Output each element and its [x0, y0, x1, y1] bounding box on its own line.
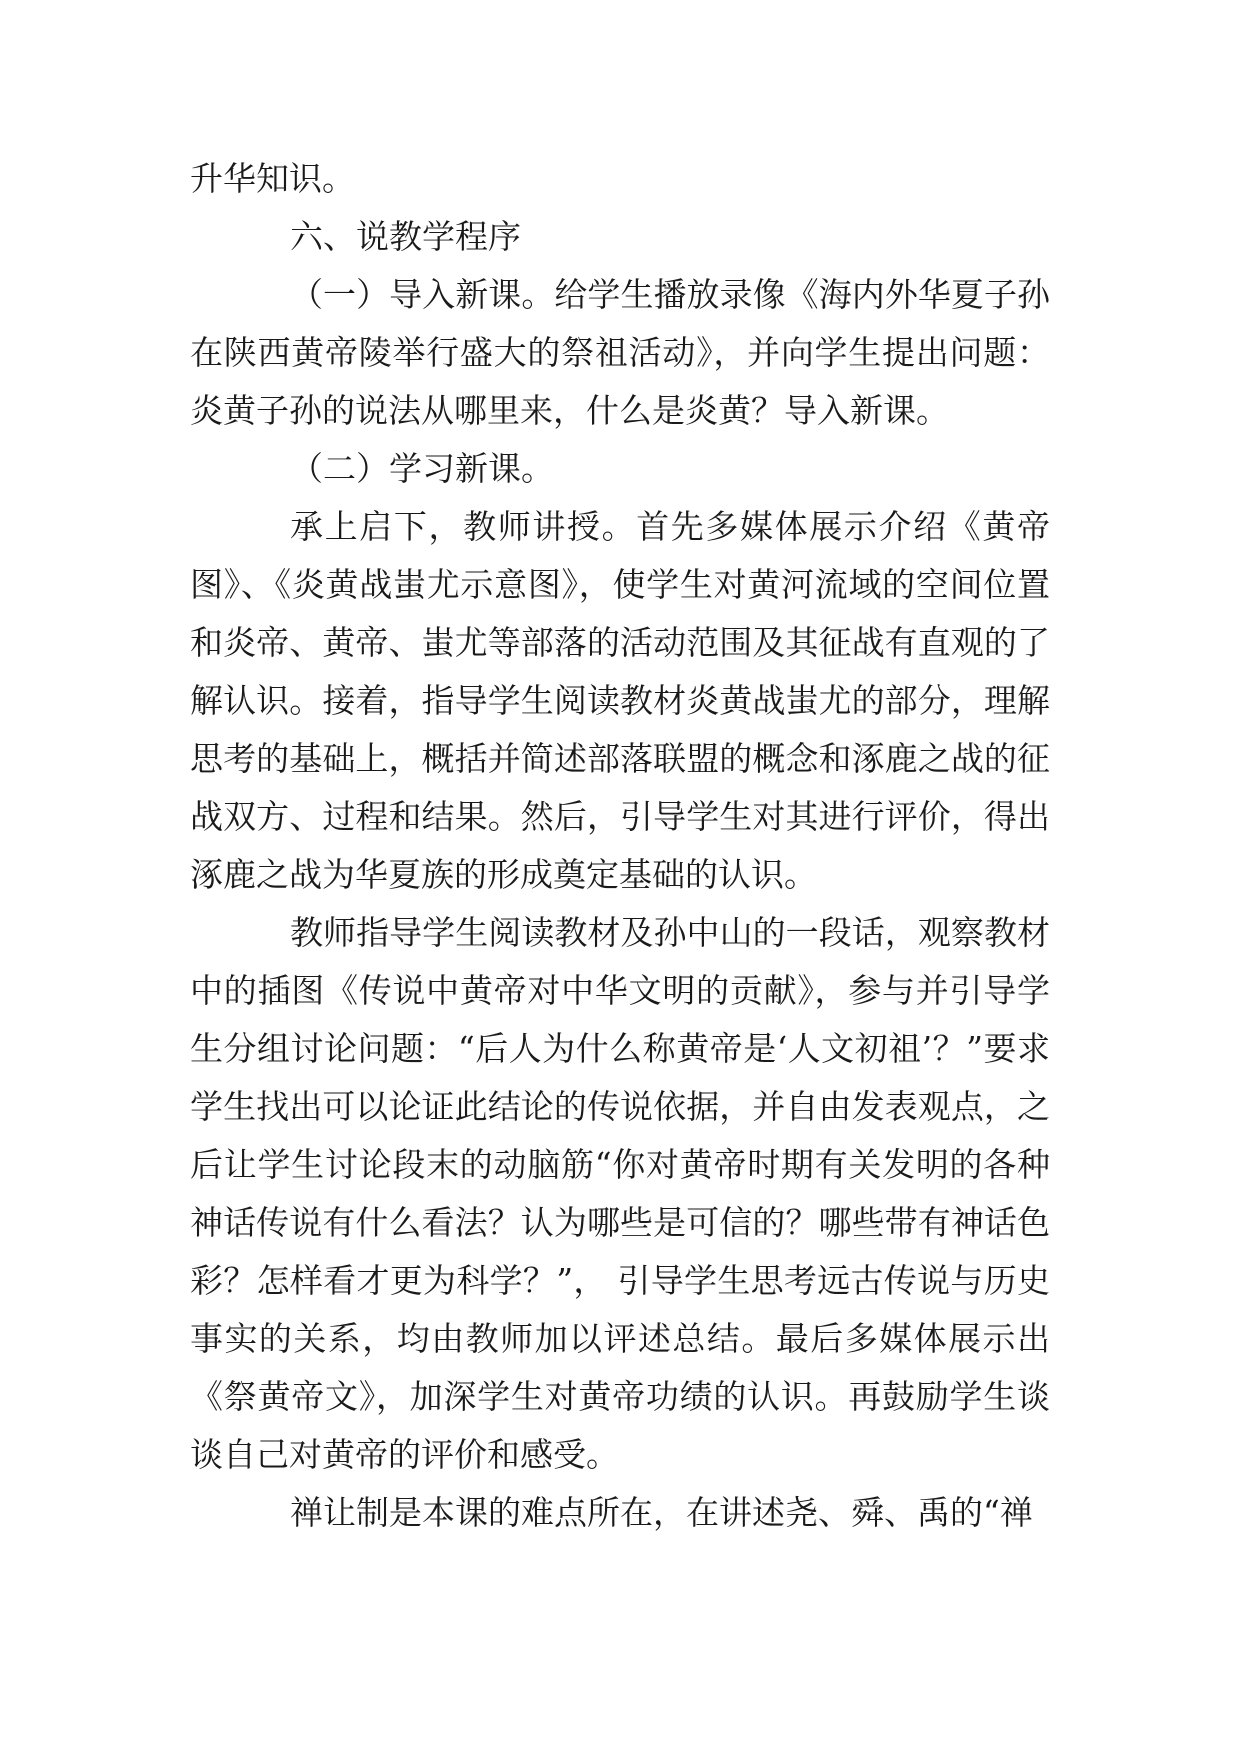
document-body	[190, 150, 1050, 1542]
section-heading-teaching-procedure: 六、说教学程序	[290, 217, 521, 256]
paragraph-continuation: 升华知识。	[190, 159, 355, 198]
paragraph-teacher-lecture: 承上启下，教师讲授。首先多媒体展示介绍《黄帝图》、《炎黄战蚩尤示意图》，使学生对黄河流域的空间位置和炎帝、黄帝、蚩尤等部落的活动范围及其征战有直观的了解认识。接着，指导学生阅读教材炎黄战蚩尤的部分，理解思考的基础上，概括并简述部落联盟的概念和涿鹿之战的征战双方、过程和结果。然后，引导学生对其进行评价，得出涿鹿之战为华夏族的形成奠定基础的认识。	[190, 507, 1050, 894]
paragraph-abdication-system: 禅让制是本课的难点所在，在讲述尧、舜、禹的“禅	[290, 1493, 1033, 1532]
paragraph-group-discussion: 教师指导学生阅读教材及孙中山的一段话，观察教材中的插图《传说中黄帝对中华文明的贡献》，参与并引导学生分组讨论问题：“后人为什么称黄帝是‘人文初祖’？”要求学生找出可以论证此结论的传说依据，并自由发表观点，之后让学生讨论段末的动脑筋“你对黄帝时期有关发明的各种神话传说有什么看法？认为哪些是可信的？哪些带有神话色彩？怎样看才更为科学？”， 引导学生思考远古传说与历史事实的关系，均由教师加以评述总结。最后多媒体展示出《祭黄帝文》，加深学生对黄帝功绩的认识。再鼓励学生谈谈自己对黄帝的评价和感受。	[190, 913, 1050, 1474]
paragraph-intro-new-lesson: （一）导入新课。给学生播放录像《海内外华夏子孙在陕西黄帝陵举行盛大的祭祖活动》，并向学生提出问题：炎黄子孙的说法从哪里来，什么是炎黄？导入新课。	[190, 275, 1050, 430]
paragraph-learn-new-lesson: （二）学习新课。	[290, 449, 554, 488]
